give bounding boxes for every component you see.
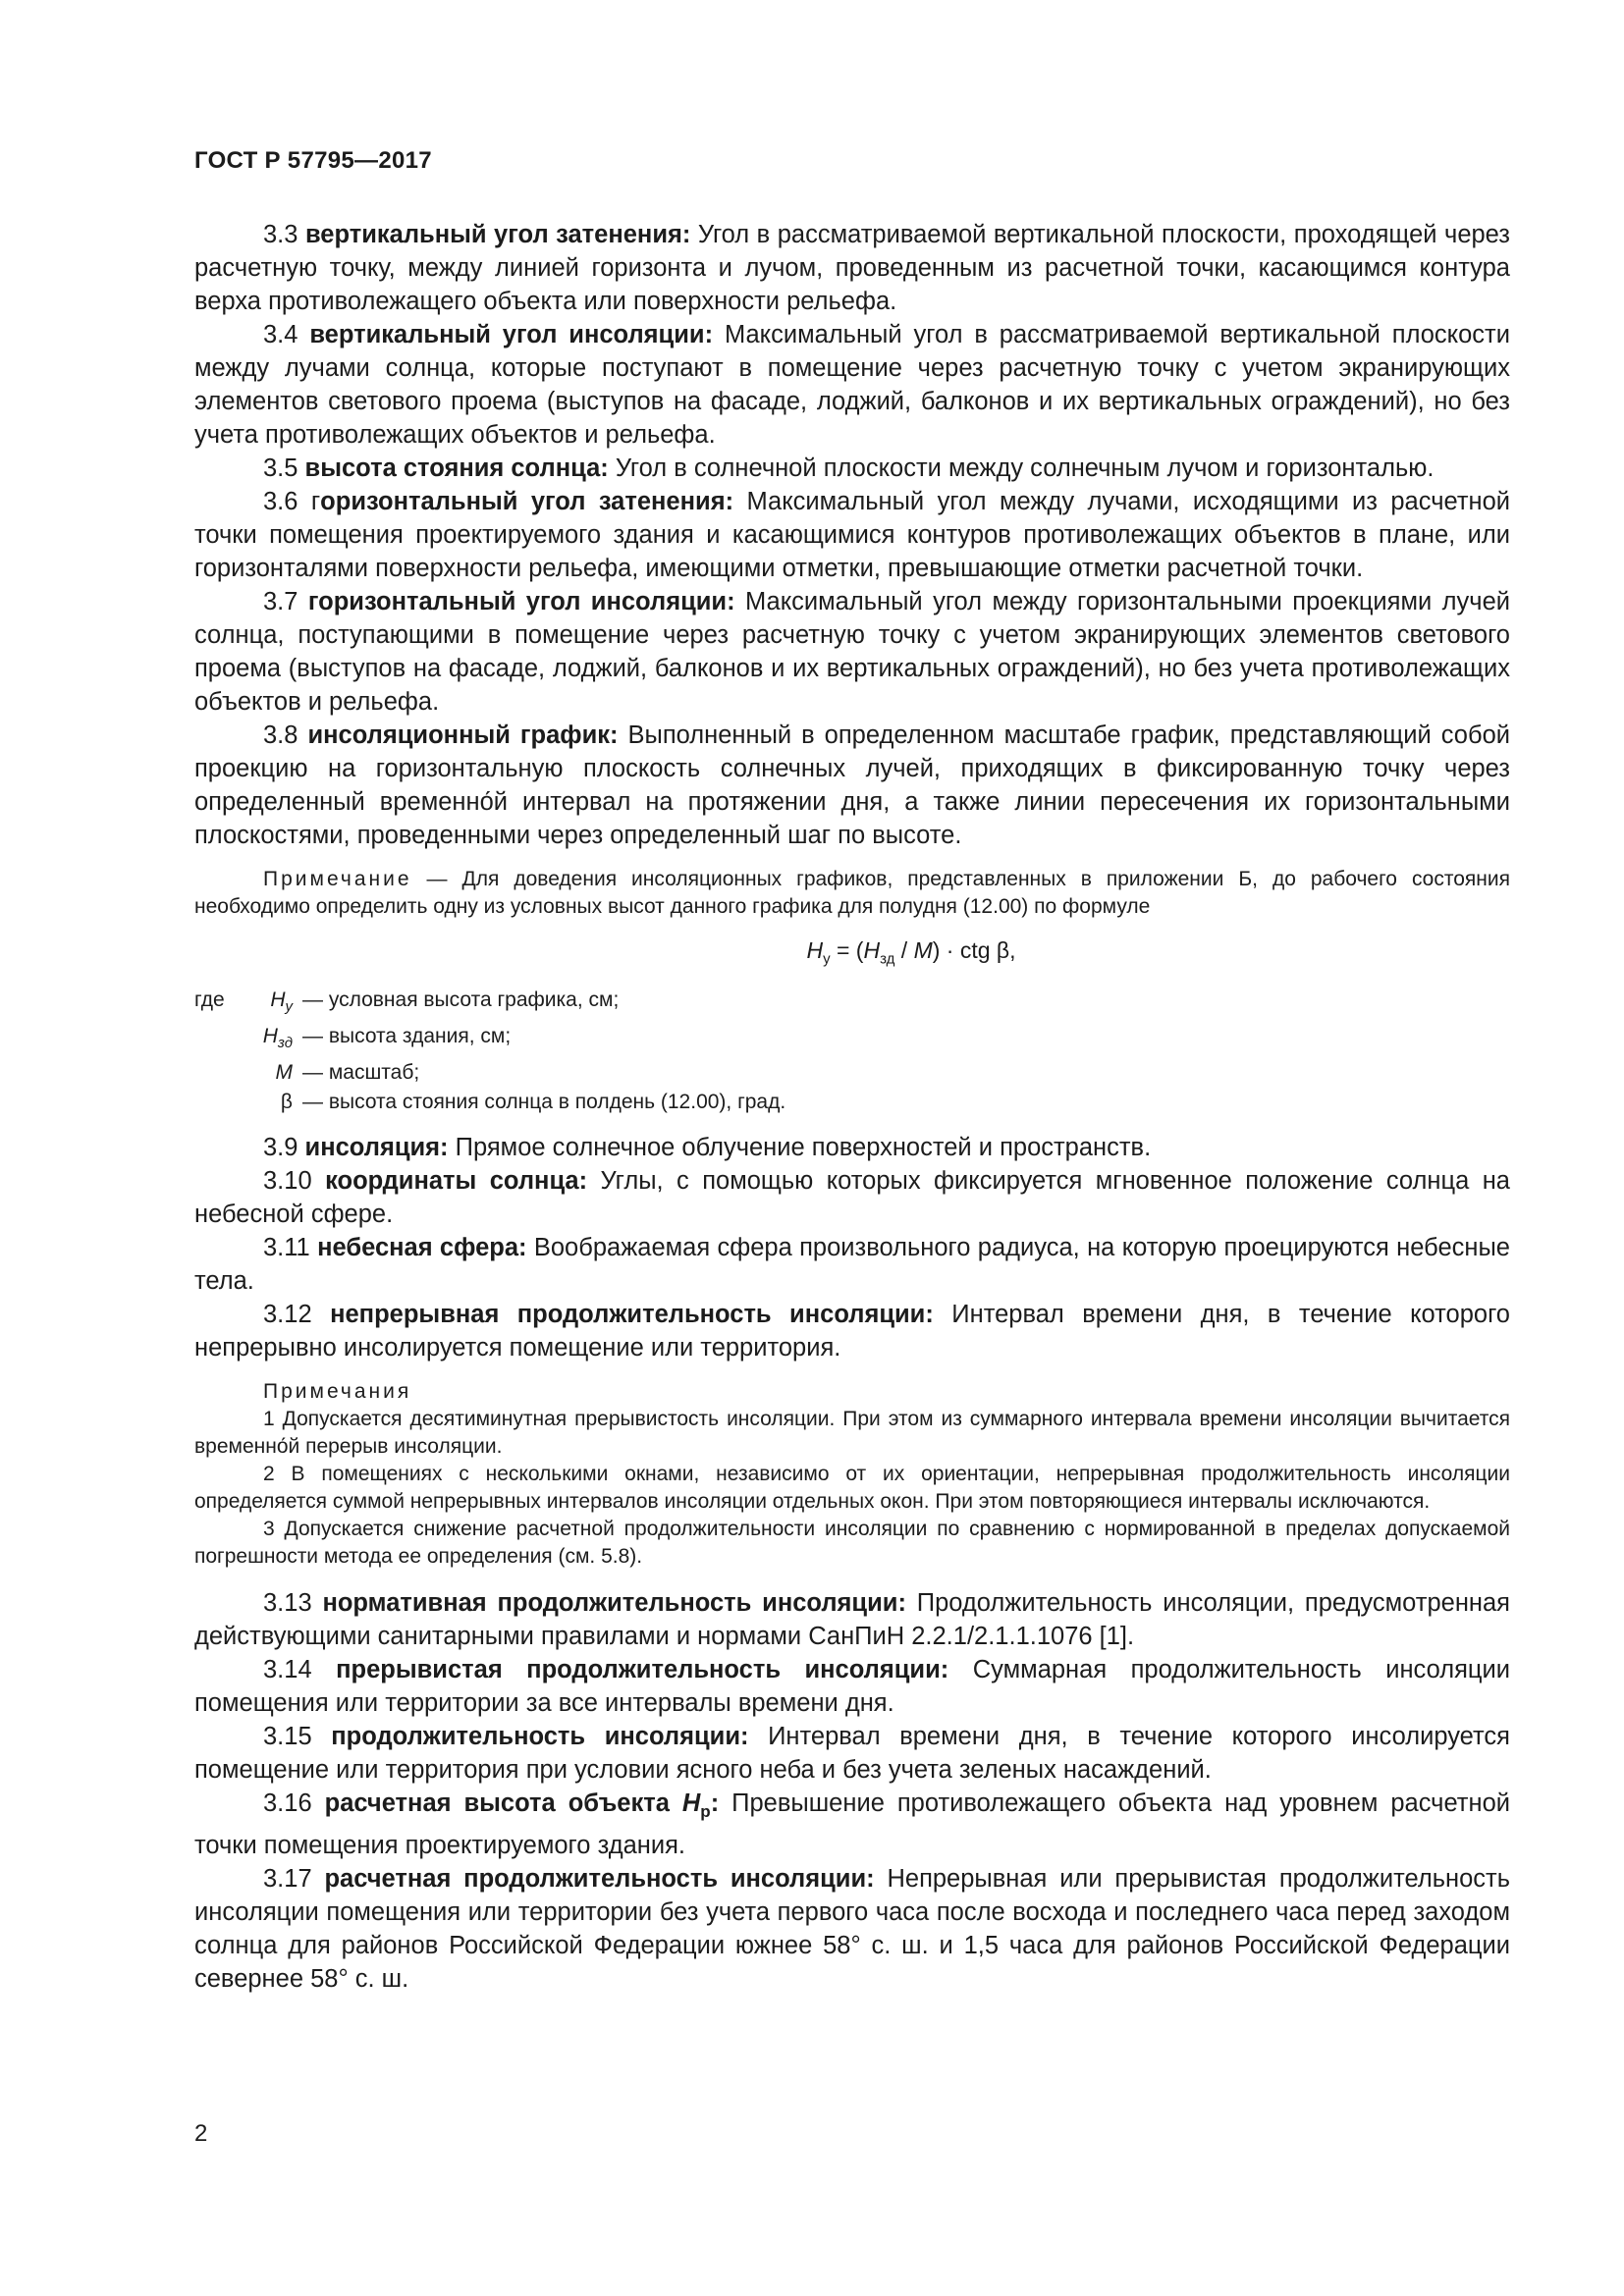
term-3-13 bbox=[194, 1586, 1510, 1653]
note-3-8 bbox=[194, 866, 1510, 921]
term-definition: Суммарная продолжительность инсоляции помещения или территории за все интервалы времени дня. bbox=[194, 1655, 1510, 1717]
term-number: 3.3 bbox=[263, 221, 298, 248]
term-number: 3.12 bbox=[263, 1300, 312, 1328]
notes-3-12 bbox=[194, 1378, 1510, 1571]
term-definition: Непрерывная или прерывистая продолжительность инсоляции помещения или территории без учета первого часа после восхода и последнего часа перед заходом солнца для районов Российской Федерации южнее 58° с. ш. и 1,5 часа для районов Российской Федерации севернее 58° с. ш. bbox=[194, 1865, 1510, 1994]
note-item: 3 Допускается снижение расчетной продолжительности инсоляции по сравнению с нормированной в пределах допускаемой погрешности метода ее определения (см. 5.8). bbox=[194, 1517, 1510, 1568]
term-number: 3.5 bbox=[263, 454, 298, 482]
term-number: 3.17 bbox=[263, 1865, 312, 1894]
note-body: — Для доведения инсоляционных графиков, представленных в приложении Б, до рабочего состояния необходимо определить одну из условных высот данного графика для полудня (12.00) по формуле bbox=[194, 868, 1510, 918]
term-number: 3.15 bbox=[263, 1722, 312, 1750]
term-definition: Прямое солнечное облучение поверхностей и пространств. bbox=[448, 1133, 1152, 1161]
term-title: небесная сфера: bbox=[317, 1233, 527, 1261]
term-3-16 bbox=[194, 1787, 1510, 1862]
term-title: оризонтальный угол затенения: bbox=[320, 488, 734, 515]
term-definition: Выполненный в определенном масштабе график, представляющий собой проекцию на горизонтальную плоскость солнечных лучей, приходящих в фиксированную точку через определенный временно́й интервал на протяжении дня, а также линии пересечения их горизонтальными плоскостями, проведенными через определенный шаг по высоте. bbox=[194, 721, 1511, 849]
legend-text: — условная высота графика, см; bbox=[302, 988, 620, 1011]
document-header: ГОСТ Р 57795—2017 bbox=[194, 147, 432, 174]
term-title: вертикальный угол затенения: bbox=[304, 221, 691, 248]
legend-row bbox=[194, 986, 1510, 1022]
formula-symbol-h: H bbox=[806, 937, 824, 963]
term-title: высота стояния солнца: bbox=[304, 454, 609, 482]
formula-subscript: зд bbox=[880, 950, 895, 968]
term-title: расчетная высота объекта $H_р$: bbox=[324, 1789, 720, 1822]
term-3-9 bbox=[194, 1131, 1510, 1164]
term-title: непрерывная продолжительность инсоляции: bbox=[330, 1300, 934, 1328]
term-3-3 bbox=[194, 218, 1510, 318]
term-3-6 bbox=[194, 485, 1510, 585]
formula-subscript: у bbox=[823, 950, 831, 968]
term-3-8 bbox=[194, 719, 1510, 852]
term-number: 3.8 bbox=[263, 721, 298, 749]
legend-row bbox=[194, 1058, 1510, 1088]
formula-operator: = ( bbox=[830, 937, 864, 963]
document-page bbox=[194, 147, 1510, 1996]
legend-text: — высота здания, см; bbox=[302, 1024, 512, 1047]
term-title: инсоляционный график: bbox=[307, 721, 619, 749]
term-title: инсоляция: bbox=[304, 1133, 449, 1161]
term-number: 3.14 bbox=[263, 1655, 312, 1683]
term-3-5 bbox=[194, 452, 1510, 485]
term-definition: Интервал времени дня, в течение которого непрерывно инсолируется помещение или территория. bbox=[194, 1300, 1510, 1362]
legend-row bbox=[194, 1088, 1510, 1117]
note-text bbox=[194, 866, 1510, 921]
term-definition: Угол в рассматриваемой вертикальной плоскости, проходящей через расчетную точку, между линией горизонта и лучом, проведенным из расчетной точки, касающимся контура верха противолежащего объекта или поверхности рельефа. bbox=[194, 221, 1510, 315]
legend-text: — масштаб; bbox=[302, 1060, 420, 1084]
formula-symbol-m: M bbox=[913, 937, 933, 963]
formula-legend bbox=[194, 986, 1510, 1117]
notes-title: Примечания bbox=[263, 1379, 412, 1403]
formula-conditional-height bbox=[312, 931, 1510, 980]
term-title: координаты солнца: bbox=[325, 1166, 588, 1195]
term-number: 3.13 bbox=[263, 1588, 312, 1617]
term-definition: Максимальный угол между лучами, исходящими из расчетной точки помещения проектируемого здания и касающимися контуров противолежащих объектов в плане, или горизонталями поверхности рельефа, имеющими отметки, превышающие отметки расчетной точки. bbox=[194, 488, 1511, 582]
term-3-12 bbox=[194, 1298, 1510, 1364]
term-definition: Превышение противолежащего объекта над уровнем расчетной точки помещения проектируемого здания. bbox=[194, 1789, 1510, 1860]
term-title: продолжительность инсоляции: bbox=[331, 1722, 749, 1750]
legend-symbol: β bbox=[280, 1090, 293, 1113]
term-number: 3.6 г bbox=[263, 488, 321, 515]
term-number: 3.4 bbox=[263, 321, 298, 348]
term-title: расчетная продолжительность инсоляции: bbox=[324, 1865, 875, 1894]
term-number: 3.16 bbox=[263, 1789, 312, 1817]
term-definition: Максимальный угол между горизонтальными проекциями лучей солнца, поступающими в помещение через расчетную точку с учетом экранирующих элементов светового проема (выступов на фасаде, лоджий, балконов и их вертикальных ограждений), но без учета противолежащих объектов и рельефа. bbox=[194, 588, 1510, 716]
page-number: 2 bbox=[194, 2120, 208, 2147]
legend-text: — высота стояния солнца в полдень (12.00), град. bbox=[302, 1090, 786, 1113]
term-title: нормативная продолжительность инсоляции: bbox=[322, 1588, 906, 1617]
legend-symbol: M bbox=[275, 1060, 293, 1084]
formula-operator: ) · ctg β, bbox=[932, 937, 1016, 963]
note-label: Примечание bbox=[263, 868, 412, 890]
term-definition: Интервал времени дня, в течение которого инсолируется помещение или территория при условии ясного неба и без учета зеленых насаждений. bbox=[194, 1722, 1510, 1784]
term-definition: Углы, с помощью которых фиксируется мгновенное положение солнца на небесной сфере. bbox=[194, 1166, 1510, 1228]
term-3-15 bbox=[194, 1720, 1510, 1787]
term-definition: Угол в солнечной плоскости между солнечным лучом и горизонталью. bbox=[608, 454, 1435, 482]
legend-row bbox=[194, 1022, 1510, 1058]
term-title: горизонтальный угол инсоляции: bbox=[307, 588, 735, 615]
formula-symbol-h: H bbox=[863, 937, 881, 963]
term-3-4 bbox=[194, 318, 1510, 452]
term-number: 3.10 bbox=[263, 1166, 312, 1195]
note-item: 2 В помещениях с несколькими окнами, независимо от их ориентации, непрерывная продолжительность инсоляции определяется суммой непрерывных интервалов инсоляции отдельных окон. При этом повторяющиеся интервалы исключаются. bbox=[194, 1462, 1510, 1513]
term-title: вертикальный угол инсоляции: bbox=[309, 321, 714, 348]
term-title: прерывистая продолжительность инсоляции: bbox=[336, 1655, 949, 1683]
term-number: 3.9 bbox=[263, 1133, 298, 1161]
legend-where: где bbox=[194, 988, 225, 1011]
term-definition: Максимальный угол в рассматриваемой вертикальной плоскости между лучами солнца, которые поступают в помещение через расчетную точку с учетом экранирующих элементов светового проема (выступов на фасаде, лоджий, балконов и их вертикальных ограждений), но без учета противолежащих объектов и рельефа. bbox=[194, 321, 1510, 449]
term-3-14 bbox=[194, 1653, 1510, 1720]
term-definition: Продолжительность инсоляции, предусмотренная действующими санитарными правилами и нормами СанПиН 2.2.1/2.1.1.1076 [1]. bbox=[194, 1588, 1510, 1650]
term-number: 3.7 bbox=[263, 588, 298, 615]
legend-symbol: $H_у$ bbox=[270, 988, 293, 1015]
note-item: 1 Допускается десятиминутная прерывистость инсоляции. При этом из суммарного интервала времени инсоляции вычитается временно́й перерыв инсоляции. bbox=[194, 1407, 1510, 1458]
term-3-11 bbox=[194, 1231, 1510, 1298]
formula-operator: / bbox=[894, 937, 914, 963]
term-definition: Воображаемая сфера произвольного радиуса, на которую проецируются небесные тела. bbox=[194, 1233, 1510, 1295]
term-3-17 bbox=[194, 1862, 1510, 1996]
term-number: 3.11 bbox=[263, 1233, 310, 1261]
term-3-7 bbox=[194, 585, 1510, 719]
term-3-10 bbox=[194, 1164, 1510, 1231]
legend-symbol: $H_{зд}$ bbox=[262, 1024, 293, 1051]
